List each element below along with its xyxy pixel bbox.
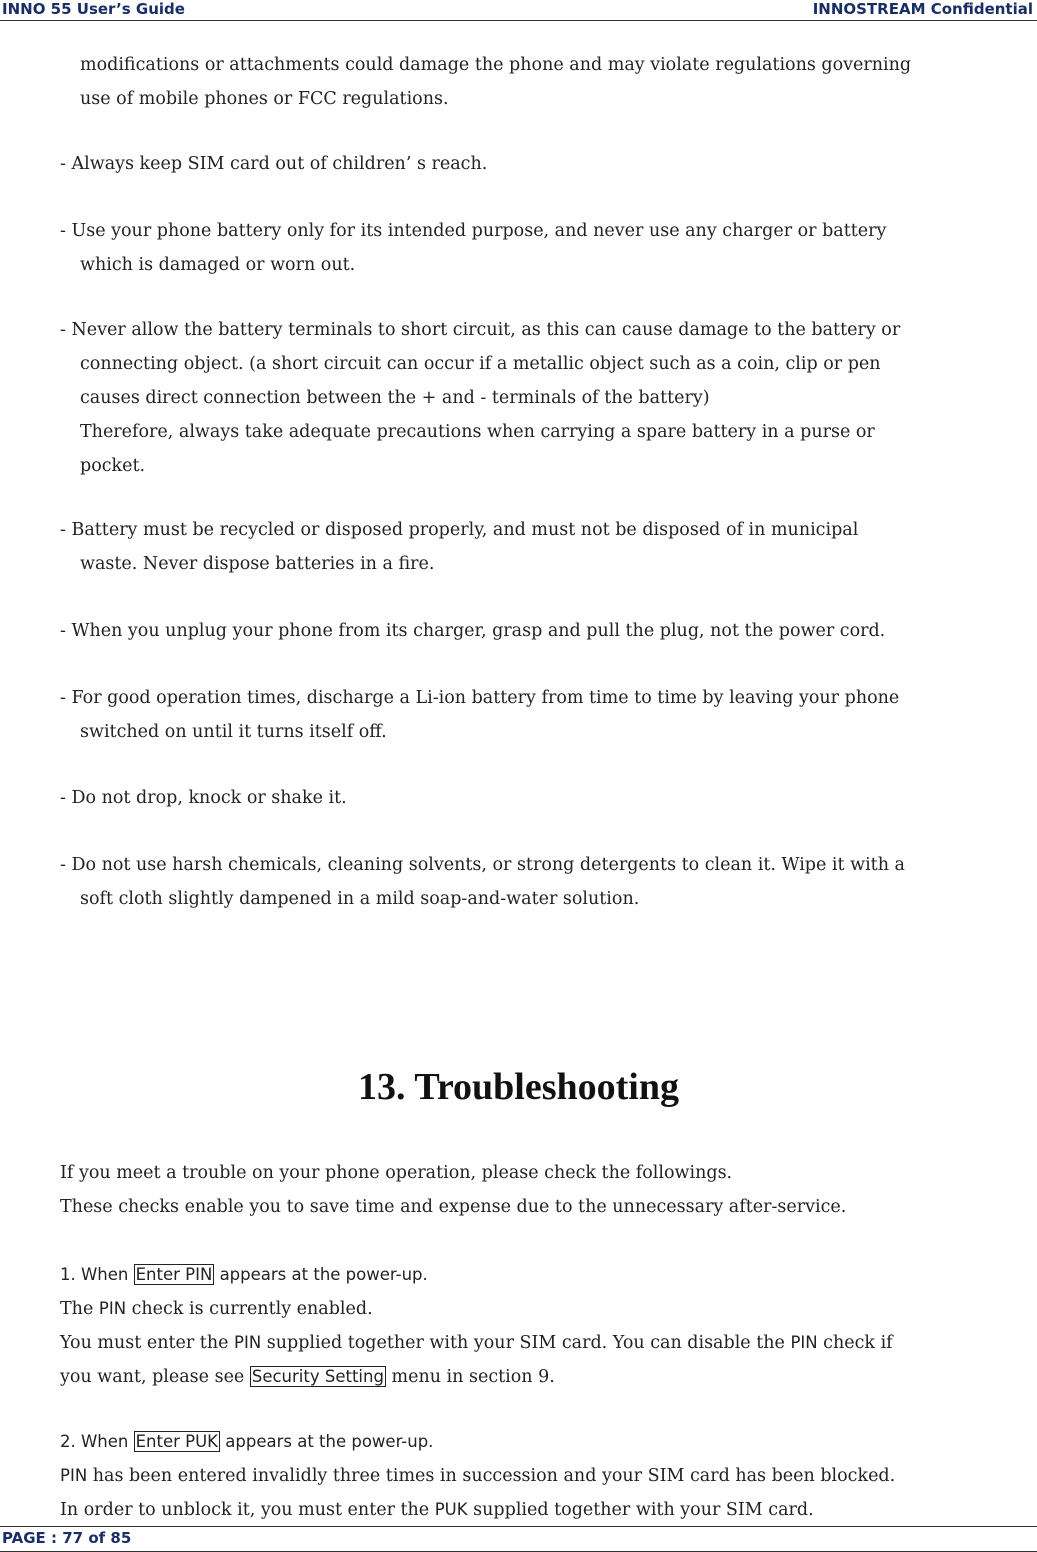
item-heading: 2. When Enter PUK appears at the power-up. [60,1432,434,1451]
text-line: - Always keep SIM card out of children’ s reach. [60,154,488,174]
text-line: - For good operation times, discharge a Li-ion battery from time to time by leaving your phone [60,688,900,708]
text-line: - Do not use harsh chemicals, cleaning solvents, or strong detergents to clean it. Wipe it with a [60,855,905,875]
text-line: These checks enable you to save time and expense due to the unnecessary after-service. [60,1197,847,1217]
text-line: use of mobile phones or FCC regulations. [80,89,449,109]
page-number: PAGE : 77 of 85 [2,1529,132,1547]
bullet-short-circuit [60,313,900,483]
text-line: soft cloth slightly dampened in a mild soap-and-water solution. [80,889,640,909]
text-line: waste. Never dispose batteries in a fire. [80,554,435,574]
text-line: - When you unplug your phone from its charger, grasp and pull the plug, not the power cord. [60,621,886,641]
page-footer [0,1526,1037,1552]
section-title: 13. Troubleshooting [358,1066,679,1108]
text-line: In order to unblock it, you must enter the PUK supplied together with your SIM card. [60,1500,814,1520]
text-line: causes direct connection between the + and - terminals of the battery) [80,388,710,408]
text-line: You must enter the PIN supplied together with your SIM card. You can disable the PIN check if [60,1333,893,1353]
text-line: switched on until it turns itself off. [80,722,387,742]
text-line: pocket. [80,456,146,476]
text-line: Therefore, always take adequate precautions when carrying a spare battery in a purse or [80,422,875,442]
header-doc-title: INNO 55 User’s Guide [2,0,185,18]
bullet-recycle [60,513,858,581]
text-line: - Never allow the battery terminals to short circuit, as this can cause damage to the battery or [60,320,901,340]
text-line: - Do not drop, knock or shake it. [60,788,347,808]
bullet-chemicals [60,848,905,916]
text-line: modifications or attachments could damage the phone and may violate regulations governing [80,55,912,75]
text-line: you want, please see Security Setting menu in section 9. [60,1367,555,1387]
text-line: connecting object. (a short circuit can occur if a metallic object such as a coin, clip or pen [80,354,881,374]
text-line: which is damaged or worn out. [80,255,356,275]
text-line: The PIN check is currently enabled. [60,1299,373,1319]
bullet-unplug [60,614,885,648]
item-heading: 1. When Enter PIN appears at the power-up. [60,1265,428,1284]
item-enter-puk [60,1425,895,1527]
item-enter-pin [60,1258,893,1394]
header-confidential: INNOSTREAM Confidential [812,0,1033,18]
enter-pin-label: Enter PIN [135,1265,213,1284]
bullet-battery-purpose [60,214,886,282]
enter-puk-label: Enter PUK [135,1432,219,1451]
bullet-drop [60,781,347,815]
text-line: PIN has been entered invalidly three times in succession and your SIM card has been blocked. [60,1466,896,1486]
text-line: If you meet a trouble on your phone operation, please check the followings. [60,1163,733,1183]
text-line: - Use your phone battery only for its intended purpose, and never use any charger or battery [60,221,887,241]
text-line: - Battery must be recycled or disposed properly, and must not be disposed of in municipal [60,520,859,540]
bullet-discharge [60,681,899,749]
continued-paragraph [80,48,911,116]
bullet-sim-card [60,147,487,181]
security-setting-label: Security Setting [251,1367,384,1386]
page-header [0,0,1037,21]
section-intro [60,1156,846,1224]
